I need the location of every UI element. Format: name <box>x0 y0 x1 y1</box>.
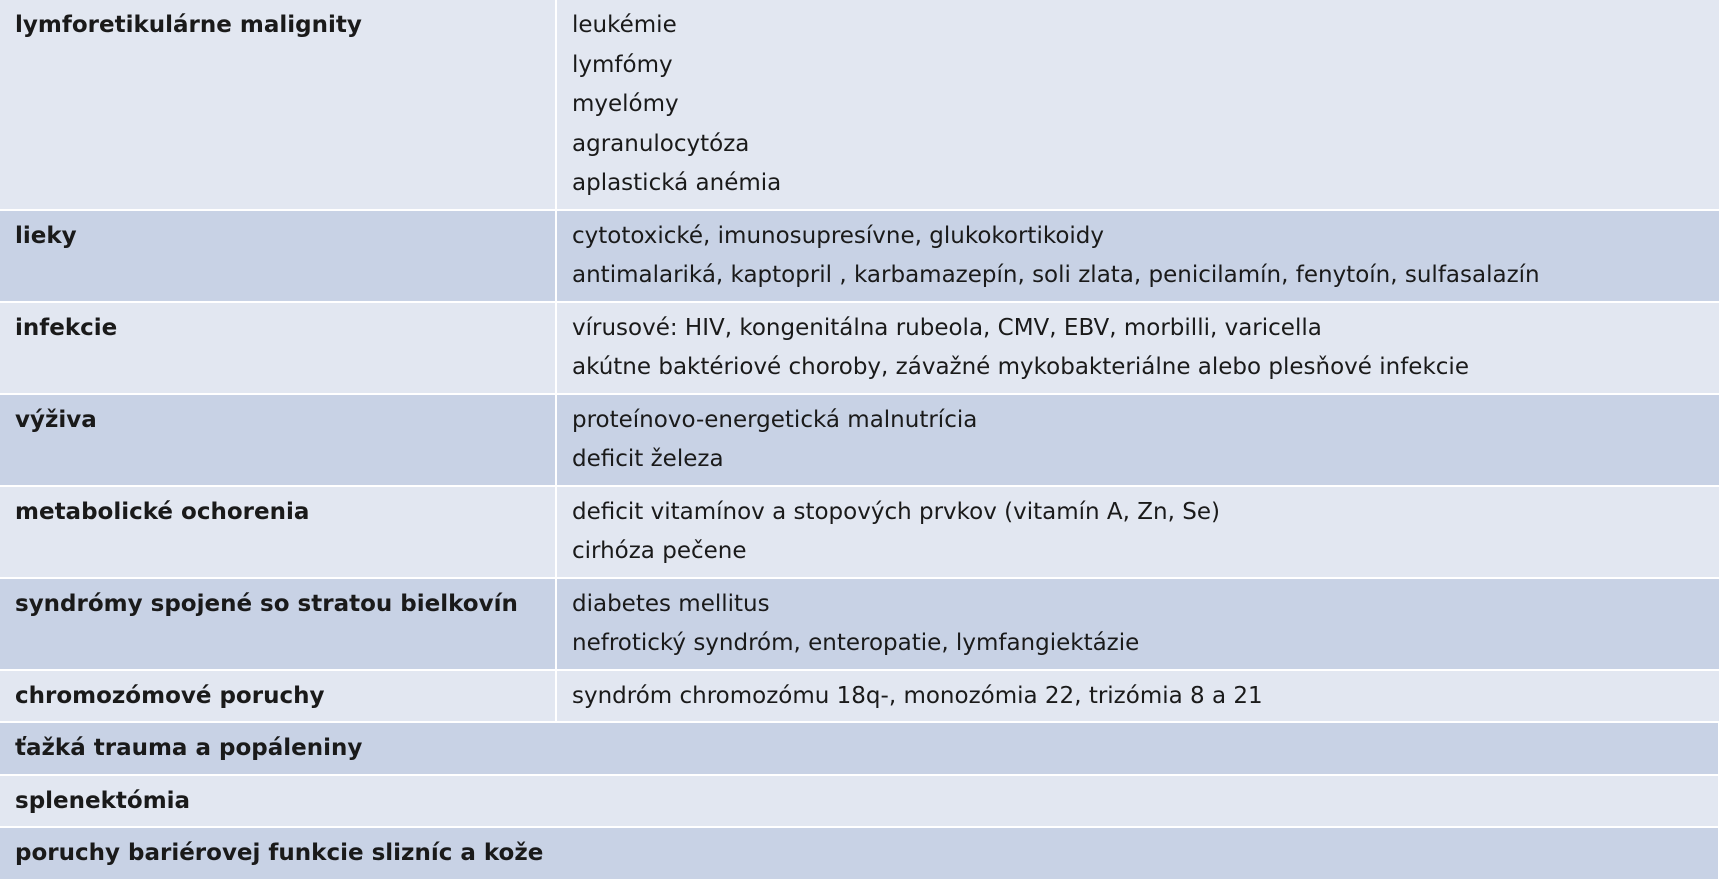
list-item: proteínovo-energetická malnutrícia <box>572 406 978 433</box>
category-cell: lieky <box>0 210 556 302</box>
table-row <box>0 394 1719 486</box>
table-row <box>0 775 1719 828</box>
category-cell: poruchy bariérovej funkcie slizníc a kože <box>0 827 1719 880</box>
table-row <box>0 210 1719 302</box>
category-cell: infekcie <box>0 302 556 394</box>
list-item: aplastická anémia <box>572 170 782 196</box>
table-row <box>0 722 1719 775</box>
list-item: cirhóza pečene <box>572 538 747 564</box>
list-item: antimalariká, kaptopril , karbamazepín, soli zlata, penicilamín, fenytoín, sulfasalazín <box>572 262 1540 288</box>
items-cell <box>556 486 1719 578</box>
list-item: syndróm chromozómu 18q-, monozómia 22, trizómia 8 a 21 <box>572 682 1263 709</box>
items-cell <box>556 210 1719 302</box>
list-item: agranulocytóza <box>572 130 750 157</box>
table-row <box>0 486 1719 578</box>
items-cell <box>556 670 1719 723</box>
items-cell <box>556 0 1719 210</box>
category-cell: chromozómové poruchy <box>0 670 556 723</box>
table-row <box>0 0 1719 210</box>
items-cell <box>556 394 1719 486</box>
list-item: diabetes mellitus <box>572 590 770 617</box>
items-cell <box>556 578 1719 670</box>
list-item: cytotoxické, imunosupresívne, glukokortikoidy <box>572 222 1105 249</box>
category-cell: syndrómy spojené so stratou bielkovín <box>0 578 556 670</box>
category-cell: ťažká trauma a popáleniny <box>0 722 1719 775</box>
table-row <box>0 827 1719 880</box>
list-item: deficit železa <box>572 446 724 472</box>
items-cell <box>556 302 1719 394</box>
category-cell: splenektómia <box>0 775 1719 828</box>
list-item: akútne baktériové choroby, závažné mykobakteriálne alebo plesňové infekcie <box>572 354 1469 380</box>
category-cell: lymforetikulárne malignity <box>0 0 556 210</box>
table-row <box>0 302 1719 394</box>
list-item: deficit vitamínov a stopových prvkov (vitamín A, Zn, Se) <box>572 498 1220 525</box>
list-item: nefrotický syndróm, enteropatie, lymfangiektázie <box>572 630 1140 656</box>
category-cell: metabolické ochorenia <box>0 486 556 578</box>
list-item: myelómy <box>572 91 679 117</box>
list-item: vírusové: HIV, kongenitálna rubeola, CMV, EBV, morbilli, varicella <box>572 314 1322 341</box>
category-cell: výživa <box>0 394 556 486</box>
table-row <box>0 578 1719 670</box>
table-row <box>0 670 1719 723</box>
list-item: lymfómy <box>572 51 673 78</box>
list-item: leukémie <box>572 12 677 38</box>
